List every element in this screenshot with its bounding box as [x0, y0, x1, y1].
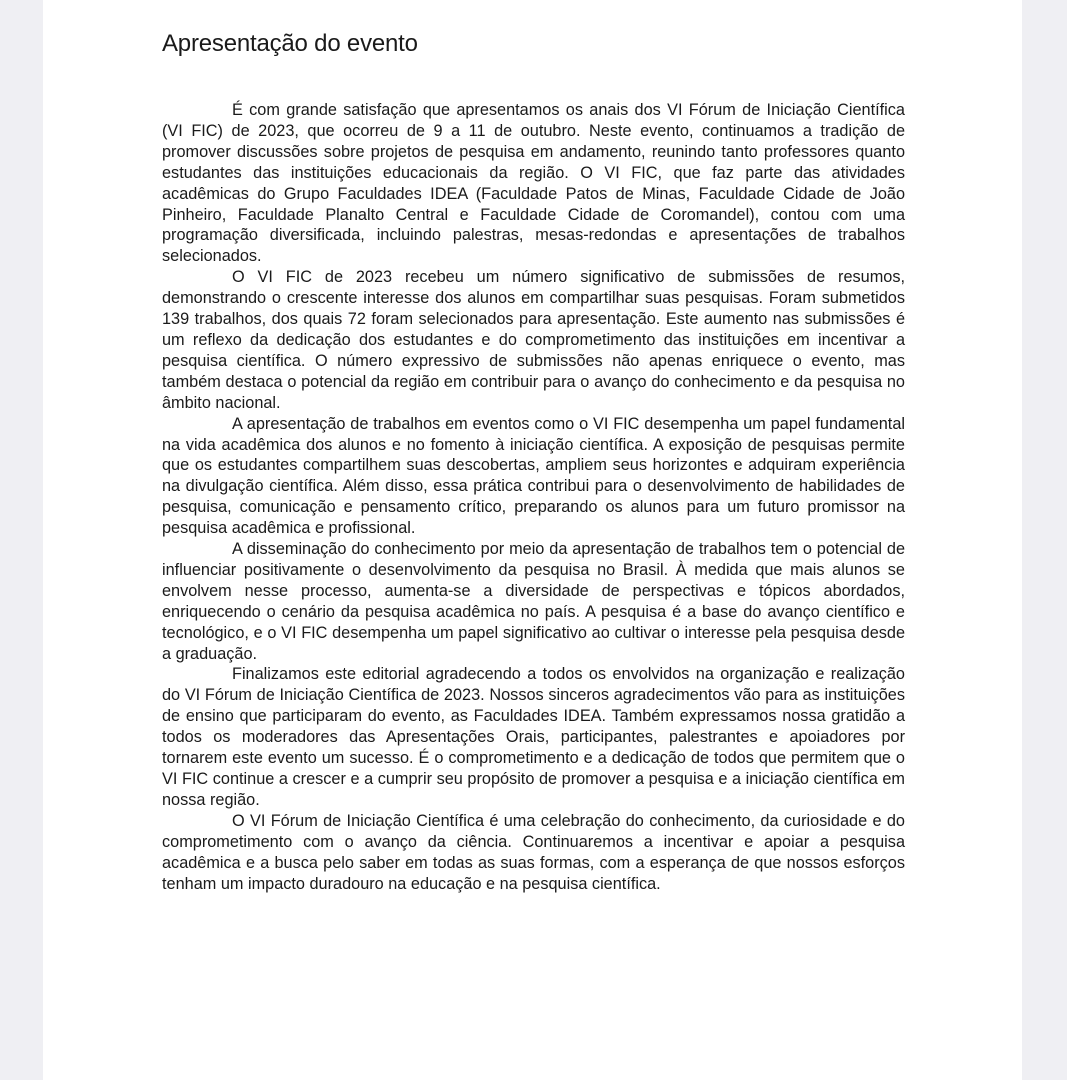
paragraph: O VI Fórum de Iniciação Científica é uma celebração do conhecimento, da curiosidade e do comprometimento com o avanço da ciência. Continuaremos a incentivar e apoiar a pesquisa acadêmica e a busca pelo saber em todas as suas formas, com a esperança de que nossos esforços tenham um impacto duradouro na educação e na pesquisa científica.	[162, 811, 905, 893]
paragraph: O VI FIC de 2023 recebeu um número significativo de submissões de resumos, demonstrando o crescente interesse dos alunos em compartilhar suas pesquisas. Foram submetidos 139 trabalhos, dos quais 72 foram selecionados para apresentação. Este aumento nas submissões é um reflexo da dedicação dos estudantes e do comprometimento das instituições em incentivar a pesquisa científica. O número expressivo de submissões não apenas enriquece o evento, mas também destaca o potencial da região em contribuir para o avanço do conhecimento e da pesquisa no âmbito nacional.	[162, 268, 905, 412]
document-page	[43, 0, 1022, 1080]
paragraph: A apresentação de trabalhos em eventos como o VI FIC desempenha um papel fundamental na vida acadêmica dos alunos e no fomento à iniciação científica. A exposição de pesquisas permite que os estudantes compartilhem suas descobertas, ampliem seus horizontes e adquiram experiência na divulgação científica. Além disso, essa prática contribui para o desenvolvimento de habilidades de pesquisa, comunicação e pensamento crítico, preparando os alunos para um futuro promissor na pesquisa acadêmica e profissional.	[162, 414, 905, 538]
page-title: Apresentação do evento	[162, 30, 418, 57]
paragraph: A disseminação do conhecimento por meio da apresentação de trabalhos tem o potencial de influenciar positivamente o desenvolvimento da pesquisa no Brasil. À medida que mais alunos se envolvem nesse processo, aumenta-se a diversidade de perspectivas e tópicos abordados, enriquecendo o cenário da pesquisa acadêmica no país. A pesquisa é a base do avanço científico e tecnológico, e o VI FIC desempenha um papel significativo ao cultivar o interesse pela pesquisa desde a graduação.	[162, 540, 905, 663]
paragraph: Finalizamos este editorial agradecendo a todos os envolvidos na organização e realização do VI Fórum de Iniciação Científica de 2023. Nossos sinceros agradecimentos vão para as instituições de ensino que participaram do evento, as Faculdades IDEA. Também expressamos nossa gratidão a todos os moderadores das Apresentações Orais, participantes, palestrantes e apoiadores por tornarem este evento um sucesso. É o comprometimento e a dedicação de todos que permitem que o VI FIC continue a crescer e a cumprir seu propósito de promover a pesquisa e a iniciação científica em nossa região.	[162, 665, 905, 809]
paragraph: É com grande satisfação que apresentamos os anais dos VI Fórum de Iniciação Científica (VI FIC) de 2023, que ocorreu de 9 a 11 de outubro. Neste evento, continuamos a tradição de promover discussões sobre projetos de pesquisa em andamento, reunindo tanto professores quanto estudantes das instituições educacionais da região. O VI FIC, que faz parte das atividades acadêmicas do Grupo Faculdades IDEA (Faculdade Patos de Minas, Faculdade Cidade de João Pinheiro, Faculdade Planalto Central e Faculdade Cidade de Coromandel), contou com uma programação diversificada, incluindo palestras, mesas-redondas e apresentações de trabalhos selecionados.	[162, 101, 905, 266]
document-content	[162, 30, 905, 894]
